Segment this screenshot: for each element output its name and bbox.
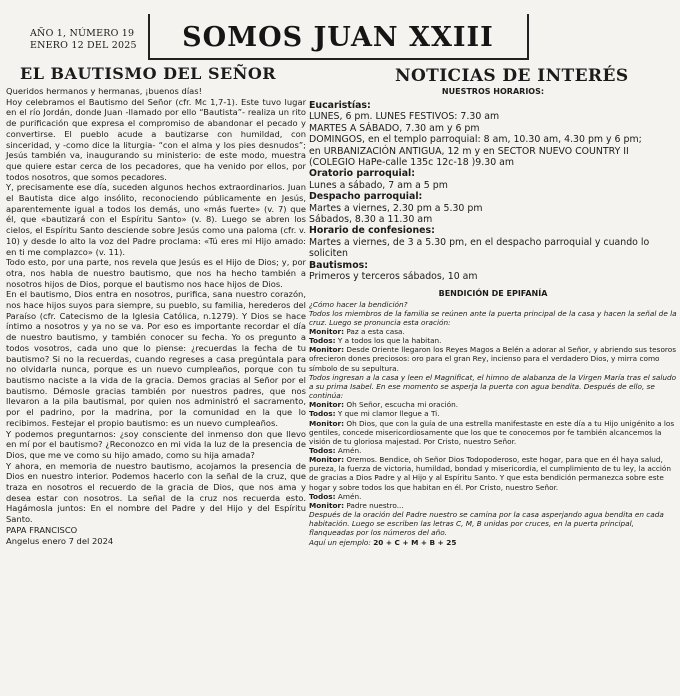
blessing-line-text: Oremos. Bendice, oh Señor Dios Todopoderoso, este hogar, para que en él haya salud, pureza, la fuerza de victoria, humildad, bondad y misericordia, el cumplimiento de tu ley, la acción de gracias a Dios Padre y al Hijo y al Espíritu Santo. Y que esta bendición permanezca sobre este hogar y sobre todos los que habitan en él. Por Cristo, nuestro Señor. xyxy=(309,455,671,492)
blessing-title: BENDICIÓN DE EPIFANÍA xyxy=(438,288,548,298)
schedule-line: Martes a viernes, 2.30 pm a 5.30 pm xyxy=(309,202,483,214)
blessing-line-text: Aquí un ejemplo: xyxy=(309,537,374,547)
article-paragraph: Hoy celebramos el Bautismo del Señor (cfr. Mc 1,7-1). Este tuvo lugar en el río Jordán, donde Juan -llamado por ello “Bautista”- realiza un rito de purificación que expresa el compromiso de abandonar el pecado y convertirse. El pueblo acude a bautizarse con humildad, con sinceridad, y -como dice la liturgia- “con el alma y los pies desnudos”; Jesús también va, inaugurando su ministerio: de este modo, muestra que quiere estar cerca de los pecadores, que ha venido por ellos, por todos nosotros, que somos pecadores. xyxy=(6,96,306,182)
schedule-line: Martes a viernes, de 3 a 5.30 pm, en el despacho parroquial y cuando lo soliciten xyxy=(309,236,650,260)
article-paragraph: Queridos hermanos y hermanas, ¡buenos días! xyxy=(6,86,202,96)
schedule-line: Primeros y terceros sábados, 10 am xyxy=(309,271,478,283)
blessing-line-text: Oh Señor, escucha mi oración. xyxy=(344,400,459,410)
article-paragraph: Y, precisamente ese día, suceden algunos hechos extraordinarios. Juan el Bautista dice algo insólito, reconociendo públicamente en Jesús, aparentemente igual a todos los demás, uno «más fuerte» (v. 7) que él, que «bautizará con el Espíritu Santo» (v. 8). Luego se abren los cielos, el Espíritu Santo desciende sobre Jesús como una paloma (cfr. v. 10) y desde lo alto la voz del Padre proclama: «Tú eres mi Hijo amado: en ti me complazco» (v. 11). xyxy=(6,182,306,257)
article-paragraph: Todo esto, por una parte, nos revela que Jesús es el Hijo de Dios; y, por otra, nos habla de nuestro bautismo, que nos ha hecho también a nosotros hijos de Dios, porque el bautismo nos hace hijos de Dios. xyxy=(6,257,306,289)
speaker-label: Todos: xyxy=(309,409,336,419)
blessing-line xyxy=(309,510,677,537)
masthead-title: SOMOS JUAN XXIII xyxy=(182,22,494,53)
header-rule xyxy=(148,58,529,60)
blessing-line-text: Amén. xyxy=(335,446,362,455)
speaker-label: Monitor: xyxy=(309,345,344,355)
schedule-heading: Despacho parroquial: xyxy=(309,191,423,203)
blessing-line-text: Después de la oración del Padre nuestro se camina por la casa asperjando agua bendita en cada habitación. Luego se escriben las letras C, M, B unidas por cruces, en la puerta principal, flanqueadas por los números del año. xyxy=(309,510,664,538)
article-body xyxy=(6,86,306,546)
blessing-line-text: Desde Oriente llegaron los Reyes Magos a Belén a adorar al Señor, y abriendo sus tesoros ofrecieron dones preciosos: oro para el gran Rey, incienso para el verdadero Dios, y mirra como símbolo de su sepultura. xyxy=(309,345,677,373)
schedule-line: MARTES A SÁBADO, 7.30 am y 6 pm xyxy=(309,122,480,134)
blessing-line xyxy=(309,336,677,345)
article-column xyxy=(6,64,306,546)
blessing-line xyxy=(309,400,677,409)
news-title: NOTICIAS DE INTERÉS xyxy=(395,66,629,86)
schedule-list xyxy=(309,100,677,283)
newspaper-header xyxy=(0,0,680,62)
blessing-line-text: Y que mi clamor llegue a Ti. xyxy=(335,409,440,419)
blessing-line-text: Padre nuestro... xyxy=(344,500,404,510)
article-title: EL BAUTISMO DEL SEÑOR xyxy=(20,64,277,83)
header-divider-right xyxy=(527,14,529,60)
blessing-line xyxy=(309,419,677,446)
issue-info xyxy=(30,28,137,52)
schedule-line: LUNES, 6 pm. LUNES FESTIVOS: 7.30 am xyxy=(309,111,500,123)
blessing-line xyxy=(309,446,677,455)
speaker-label: Monitor: xyxy=(309,400,344,410)
speaker-label: Monitor: xyxy=(309,418,344,428)
schedule-subtitle: NUESTROS HORARIOS: xyxy=(441,87,545,96)
speaker-label: Todos: xyxy=(309,446,336,455)
blessing-line xyxy=(309,409,677,418)
article-paragraph: Y ahora, en memoria de nuestro bautismo, acojamos la presencia de Dios en nuestro interior. Podemos hacerlo con la señal de la cruz, que traza en nosotros el recuerdo de la gracia de Dios, que nos ama y desea estar con nosotros. La señal de la cruz nos recuerda esto. Hagámosla juntos: En el nombre del Padre y del Hijo y del Espíritu Santo. xyxy=(6,460,306,525)
schedule-line: en URBANIZACIÓN ANTIGUA, 12 m y en SECTOR NUEVO COUNTRY II (COLEGIO HaPe-calle 135c 12c-18 )9.30 am xyxy=(309,145,629,169)
speaker-label: Monitor: xyxy=(309,455,344,465)
issue-number: AÑO 1, NÚMERO 19 xyxy=(30,28,135,39)
blessing-line xyxy=(309,538,677,547)
issue-date: ENERO 12 DEL 2025 xyxy=(30,40,137,51)
speaker-label: Todos: xyxy=(309,336,336,346)
blessing-line-text: Oh Dios, que con la guía de una estrella manifestaste en este día a tu Hijo unigénito a los gentiles, concede misericordiosamente que los que te conocemos por fe también alcancemos la visión de tu gloriosa majestad. Por Cristo, nuestro Señor. xyxy=(309,418,675,446)
blessing-line xyxy=(309,309,677,327)
blessing-line-text: ¿Cómo hacer la bendición? xyxy=(309,299,408,309)
blessing-line-text: Amén. xyxy=(335,491,362,501)
article-paragraph: Y podemos preguntarnos: ¿soy consciente del inmenso don que llevo en mí por el bautismo? ¿Reconozco en mi vida la luz de la presencia de Dios, que me ve como su hijo amado, como su hija amada? xyxy=(6,428,306,460)
blessing-line xyxy=(309,373,677,400)
speaker-label: Monitor: xyxy=(309,500,344,510)
blessing-line xyxy=(309,345,677,372)
blessing-line xyxy=(309,501,677,510)
schedule-heading: Horario de confesiones: xyxy=(309,225,435,237)
blessing-line-text: Todos ingresan a la casa y leen el Magnificat, el himno de alabanza de la Virgen María tras el saludo a su prima Isabel. En ese momento se asperja la puerta con agua bendita. Después de ello, se continúa: xyxy=(309,372,677,401)
blessing-line-text: Y a todos los que la habitan. xyxy=(335,336,442,346)
blessing-line xyxy=(309,300,677,309)
schedule-heading: Bautismos: xyxy=(309,259,368,271)
article-paragraph: PAPA FRANCISCO xyxy=(6,524,78,535)
article-paragraph: En el bautismo, Dios entra en nosotros, purifica, sana nuestro corazón, nos hace hijos suyos para siempre, su pueblo, su familia, herederos del Paraíso (cfr. Catecismo de la Iglesia Católica, n.1279). Y Dios se hace íntimo a nosotros y ya no se va. Por eso es importante recordar el día de nuestro bautismo, y también conocer su fecha. Yo os pregunto a todos vosotros, cada uno que lo piense: ¿recuerdas la fecha de tu bautismo? Si no la recuerdas, cuando regreses a casa pregúntala para no olvidarla nunca, porque es un nuevo cumpleaños, porque con tu bautismo naciste a la vida de la gracia. Demos gracias al Señor por el bautismo. Démosle gracias también por nuestros padres, que nos llevaron a la pila bautismal, por quien nos administró el sacramento, por el padrino, por la madrina, por la comunidad en la que lo recibimos. Festejar el propio bautismo: es un nuevo cumpleaños. xyxy=(6,289,306,428)
schedule-line: Sábados, 8.30 a 11.30 am xyxy=(309,214,433,226)
blessing-line xyxy=(309,327,677,336)
news-column xyxy=(309,66,677,547)
blessing-line xyxy=(309,492,677,501)
blessing-line-text: Paz a esta casa. xyxy=(344,326,405,336)
blessing-line xyxy=(309,455,677,492)
speaker-label: Todos: xyxy=(309,491,336,501)
schedule-line: DOMINGOS, en el templo parroquial: 8 am, 10.30 am, 4.30 pm y 6 pm; xyxy=(309,134,642,146)
schedule-heading: Oratorio parroquial: xyxy=(309,168,415,180)
speaker-label: Monitor: xyxy=(309,326,344,336)
schedule-heading: Eucaristías: xyxy=(309,100,371,111)
year-example: 20 + C + M + B + 25 xyxy=(373,537,457,547)
article-paragraph: Angelus enero 7 del 2024 xyxy=(6,535,114,546)
blessing-text xyxy=(309,300,677,547)
schedule-line: Lunes a sábado, 7 am a 5 pm xyxy=(309,179,448,191)
blessing-line-text: Todos los miembros de la familia se reúnen ante la puerta principal de la casa y hacen la señal de la cruz. Luego se pronuncia esta oración: xyxy=(309,308,677,327)
